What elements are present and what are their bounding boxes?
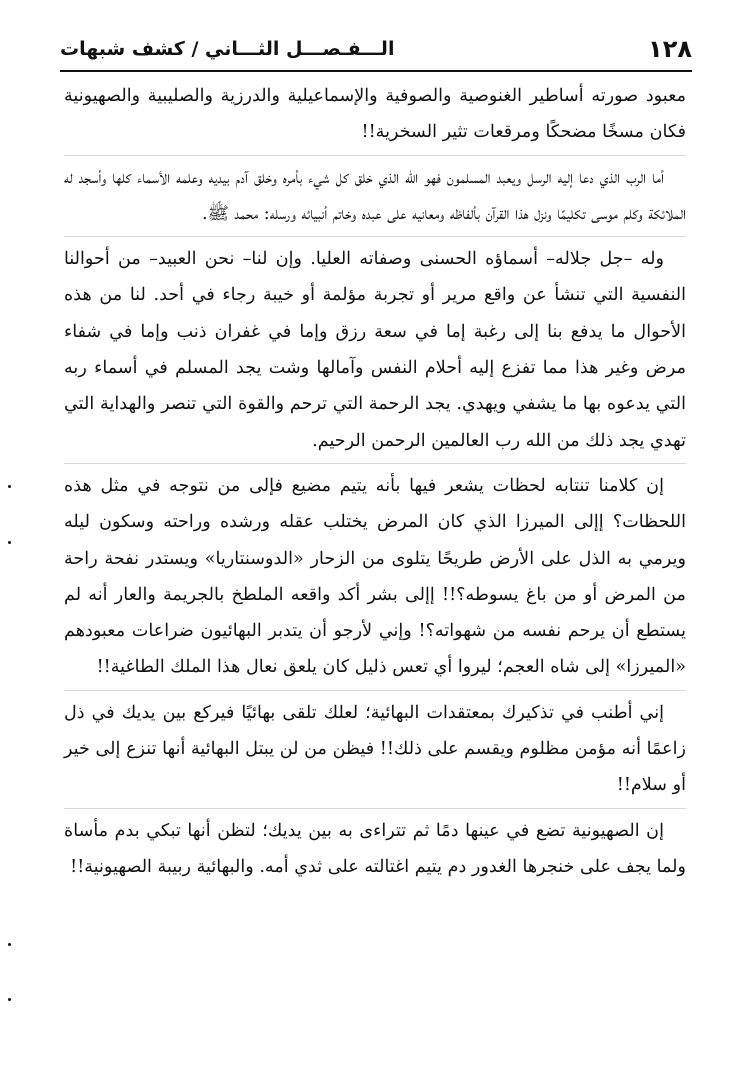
paragraph-4: إن كلامنا تنتابه لحظات يشعر فيها بأنه يتيم مضيع فإلى من نتوجه في مثل هذه اللحظات؟ إإلى الميرزا الذي كان المرض يختلب عقله ورشده وراحته وسكون ليله ويرمي به الذل على الأرض طريحًا يتلوى من الزحار «الدوسنتاريا» ويستدر نفحة راحة من المرض أو من باغ يسوطه؟!! إإلى بشر أكد واقعه الملطخ بالجريمة والعار أنه لم يستطع أن يرحم نفسه من شهواته؟! وإني لأرجو أن يتدبر البهائيون ضراعات معبودهم «الميرزا» إلى شاه العجم؛ ليروا أي تعس ذليل كان يلعق نعال هذا الملك الطاغية!! [64, 475, 686, 678]
margin-mark [8, 541, 11, 544]
running-title: الـــفـصـــل الثـــاني / كشف شبهات [60, 38, 395, 60]
paragraph-divider [64, 808, 686, 809]
page-number: ١٢٨ [648, 35, 692, 63]
margin-mark [8, 485, 11, 488]
page-header [60, 28, 692, 70]
paragraph-1: معبود صورته أساطير الغنوصية والصوفية والإسماعيلية والدرزية والصليبية والصهيونية فكان مسخًا مضحكًا ومرقعات تثير السخرية!! [64, 86, 686, 143]
paragraph-3: وله –جل جلاله– أسماؤه الحسنى وصفاته العليا. وإن لنا– نحن العبيد– من أحوالنا النفسية التي تنشأ عن واقع مرير أو تجربة مؤلمة أو خيبة رجاء في أحد. لنا من هذه الأحوال ما يدفع بنا إلى رغبة إما في سعة رزق وإما في غفران ذنب وإما في شفاء مرض وغير هذا مما تفزع إليه أحلام النفس وآمالها وشت يجد المسلم في أسماء ربه التي يدعوه بها ما يشفي ويهدي. يجد الرحمة التي ترحم والقوة التي تنصر والهداية التي تهدي يجد ذلك من الله رب العالمين الرحمن الرحيم. [64, 249, 686, 451]
margin-mark [8, 943, 11, 946]
paragraph-divider [64, 690, 686, 691]
paragraph-2: أما الرب الذي دعا إليه الرسل ويعبد المسلمون فهو الله الذي خلق كل شيء بأمره وخلق آدم بيديه وعلمه الأسماء كلها وأسجد له الملائكة وكلم موسى تكليمًا ونزل هذا القرآن بألفاظه ومعانيه على عبده وخاتم أنبيائه ورسله: محمد ﷺ. [64, 167, 686, 224]
paragraph-divider [64, 463, 686, 464]
body-text [64, 78, 686, 889]
header-rule [60, 70, 692, 72]
margin-mark [8, 998, 11, 1001]
paragraph-5: إني أطنب في تذكيرك بمعتقدات البهائية؛ لعلك تلقى بهائيًا فيركع بين يديك في ذل زاعمًا أنه مؤمن مظلوم ويقسم على ذلك!! فيظن من لن يبتل البهائية أنها تنزع إلى خير أو سلام!! [64, 702, 686, 796]
paragraph-6: إن الصهيونية تضع في عينها دمًا ثم تتراءى به بين يديك؛ لتظن أنها تبكي بدم مأساة ولما يجف على خنجرها الغدور دم يتيم اغتالته على ثدي أمه. والبهائية ربيبة الصهيونية!! [64, 820, 686, 877]
paragraph-divider [64, 236, 686, 237]
paragraph-divider [64, 155, 686, 156]
